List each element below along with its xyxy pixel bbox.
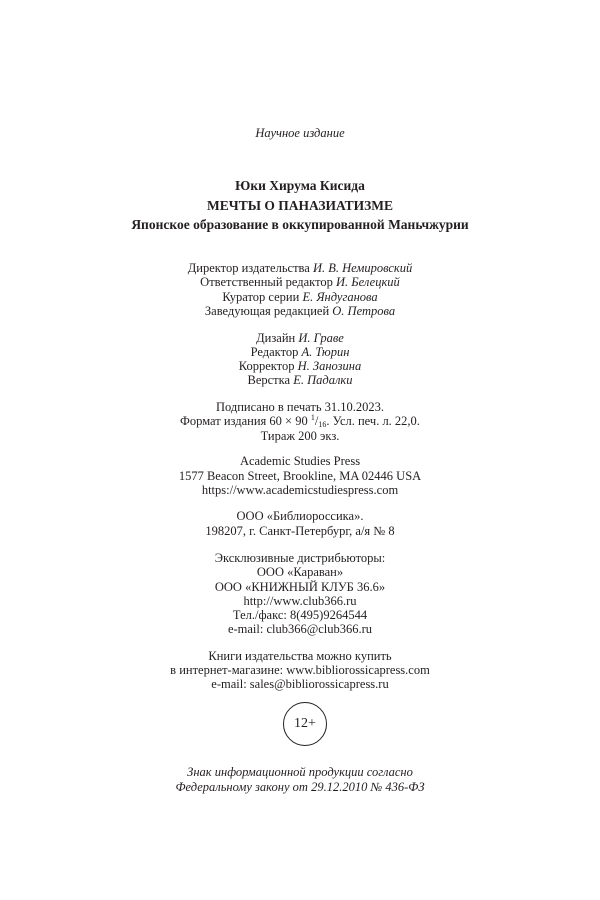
age-rating-badge	[283, 702, 327, 746]
book-subtitle: Японское образование в оккупированной Маньчжурии	[131, 217, 469, 232]
distributor-line: ООО «Караван»	[256, 565, 344, 579]
author: Юки Хирума Кисида	[235, 178, 365, 193]
distributor-line: e-mail: club366@club366.ru	[227, 622, 373, 636]
staff-line: Редактор А. Тюрин	[250, 345, 350, 359]
publisher-address: 1577 Beacon Street, Brookline, MA 02446 USA	[178, 469, 422, 483]
distributors-heading: Эксклюзивные дистрибьюторы:	[214, 551, 386, 565]
print-signed: Подписано в печать 31.10.2023.	[215, 400, 385, 414]
print-run: Тираж 200 экз.	[260, 429, 340, 443]
staff-line: Куратор серии Е. Яндуганова	[222, 290, 378, 304]
print-format: Формат издания 60 × 90 $^1$/16. Усл. печ. л. 22,0.	[180, 413, 420, 429]
publisher-url: https://www.academicstudiespress.com	[201, 483, 399, 497]
staff-line: Дизайн И. Граве	[256, 331, 344, 345]
law-note-line: Знак информационной продукции согласно	[187, 765, 413, 779]
distributor-line: Тел./факс: 8(495)9264544	[232, 608, 368, 622]
shop-line: в интернет-магазине: www.bibliorossicapress.com	[170, 663, 430, 677]
book-title: МЕЧТЫ О ПАНАЗИАТИЗМЕ	[207, 198, 393, 213]
age-rating-text: 12+	[294, 716, 316, 731]
staff-line: Ответственный редактор И. Белецкий	[200, 275, 400, 289]
shop-line: e-mail: sales@bibliorossicapress.ru	[211, 677, 389, 691]
staff-line: Заведующая редакцией О. Петрова	[204, 304, 396, 318]
law-note-line: Федеральному закону от 29.12.2010 № 436-ФЗ	[175, 780, 425, 794]
distributor-line: ООО «КНИЖНЫЙ КЛУБ 36.6»	[214, 580, 386, 594]
shop-line: Книги издательства можно купить	[208, 649, 392, 663]
biblio-name: ООО «Библиороссика».	[236, 509, 364, 523]
biblio-address: 198207, г. Санкт-Петербург, а/я № 8	[205, 524, 395, 538]
publisher-name: Academic Studies Press	[239, 454, 361, 468]
edition-type: Научное издание	[255, 126, 345, 140]
staff-line: Верстка Е. Падалки	[247, 373, 353, 387]
staff-line: Директор издательства И. В. Немировский	[187, 261, 413, 275]
staff-line: Корректор Н. Занозина	[238, 359, 362, 373]
distributor-line: http://www.club366.ru	[243, 594, 357, 608]
